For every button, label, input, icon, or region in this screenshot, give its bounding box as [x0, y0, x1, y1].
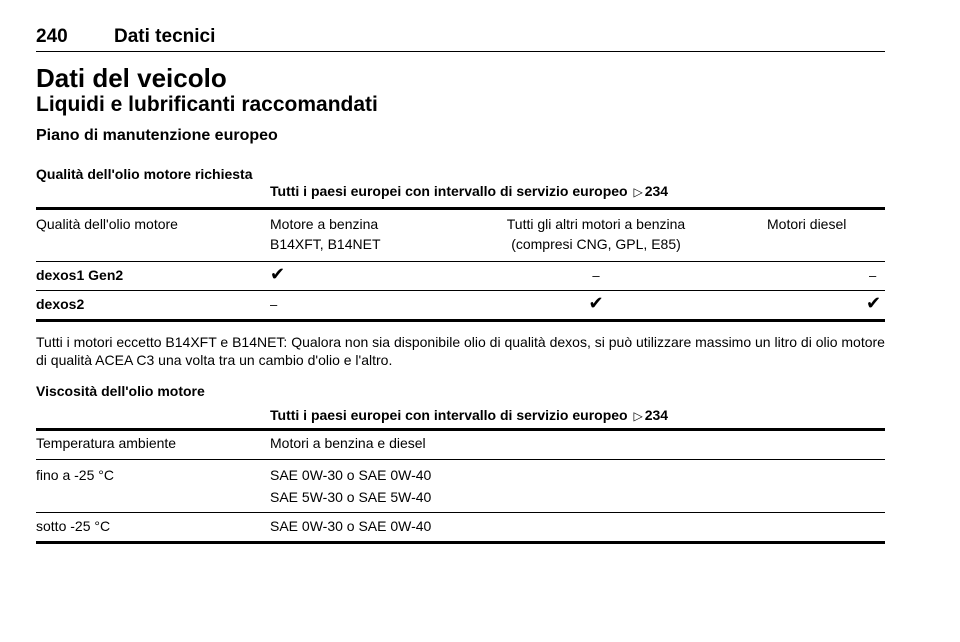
checkmark-icon: ✔ — [866, 293, 882, 313]
row-label-dexos2: dexos2 — [36, 296, 85, 312]
viscosity-spec: SAE 0W-30 o SAE 0W-40 — [270, 467, 432, 483]
header-engines: Motori a benzina e diesel — [270, 435, 426, 451]
table-caption — [270, 183, 668, 199]
row-label-dexos1: dexos1 Gen2 — [36, 267, 124, 283]
table-caption — [270, 407, 668, 423]
oil-quality-table — [36, 180, 885, 322]
oil-note-paragraph: Tutti i motori eccetto B14XFT e B14NET: Qualora non sia disponibile olio di qualità dexos, si può utilizzare massimo un litro di olio motore di qualità ACEA C3 una volta tra un cambio d'olio e l'altro. — [36, 334, 885, 368]
table-rule — [36, 290, 885, 291]
viscosity-spec: SAE 0W-30 o SAE 0W-40 — [270, 518, 432, 534]
caption-text: Tutti i paesi europei con intervallo di servizio europeo — [270, 407, 628, 423]
page-number: 240 — [36, 26, 68, 47]
header-ambient-temperature: Temperatura ambiente — [36, 435, 177, 451]
viscosity-table — [36, 400, 885, 546]
page-reference[interactable]: 234 — [644, 183, 669, 199]
checkmark-icon: ✔ — [588, 293, 604, 313]
table-rule — [36, 541, 885, 544]
row-label-temp-2: sotto -25 °C — [36, 518, 111, 534]
page-header — [36, 26, 885, 52]
table-rule — [36, 319, 885, 322]
table-rule — [36, 261, 885, 262]
header-oil-quality: Qualità dell'olio motore — [36, 216, 178, 232]
play-triangle-outline-icon[interactable]: ▷ — [633, 409, 643, 423]
header-other-petrol-note: (compresi CNG, GPL, E85) — [511, 236, 681, 252]
header-diesel: Motori diesel — [767, 216, 847, 232]
section-heading: Liquidi e lubrificanti raccomandati — [36, 93, 378, 116]
header-petrol-b14-models: B14XFT, B14NET — [270, 236, 381, 252]
subsection-heading: Piano di manutenzione europeo — [36, 127, 278, 144]
row-label-temp-1: fino a -25 °C — [36, 467, 114, 483]
caption-text: Tutti i paesi europei con intervallo di servizio europeo — [270, 183, 628, 199]
section-title: Dati tecnici — [114, 26, 216, 47]
viscosity-spec: SAE 5W-30 o SAE 5W-40 — [270, 489, 432, 505]
oil-quality-heading: Qualità dell'olio motore richiesta — [36, 166, 253, 182]
table-rule — [36, 512, 885, 513]
header-petrol-b14: Motore a benzina — [270, 216, 379, 232]
table-rule — [36, 428, 885, 431]
viscosity-heading: Viscosità dell'olio motore — [36, 383, 205, 399]
dash-mark: – — [592, 268, 600, 283]
chapter-heading: Dati del veicolo — [36, 63, 227, 93]
checkmark-icon: ✔ — [270, 264, 286, 284]
dash-mark: – — [869, 268, 877, 283]
header-other-petrol: Tutti gli altri motori a benzina — [506, 216, 686, 232]
table-rule — [36, 459, 885, 460]
table-rule — [36, 207, 885, 210]
dash-mark: – — [270, 297, 278, 312]
page-reference[interactable]: 234 — [644, 407, 669, 423]
play-triangle-outline-icon[interactable]: ▷ — [633, 185, 643, 199]
